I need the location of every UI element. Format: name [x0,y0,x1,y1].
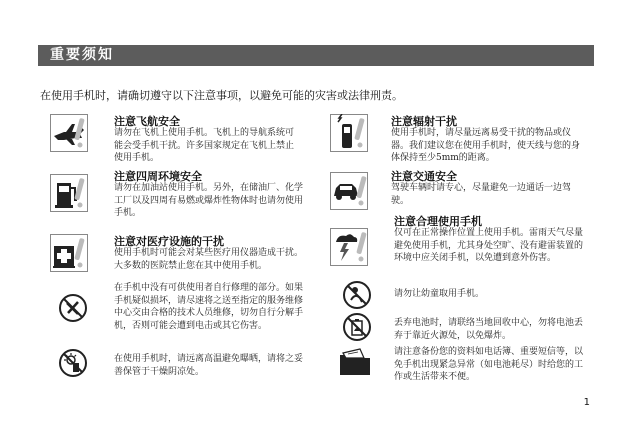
heading-environment-safety: 注意四周环境安全 [114,170,202,183]
text-battery-disposal: 丢弃电池时，请联络当地回收中心，勿将电池丢弃于靠近火源处，以免爆炸。 [394,318,584,341]
car-icon [330,172,368,210]
heading-flight-safety: 注意飞航安全 [114,115,180,128]
phone-radiation-icon [330,114,368,152]
section-title: 重要须知 [50,47,114,63]
text-medical-interference: 使用手机时可能会对某些医疗用仪器造成干扰。大多数的医院禁止您在其中使用手机。 [114,248,304,271]
text-no-children: 请勿让幼童取用手机。 [394,289,485,299]
no-tools-icon [58,293,88,323]
heading-radiation-interference: 注意辐射干扰 [391,115,457,128]
fuel-pump-icon [50,174,88,212]
heading-traffic-safety: 注意交通安全 [391,170,457,183]
heading-proper-use: 注意合理使用手机 [394,215,482,228]
folder-backup-icon [338,345,372,377]
no-child-icon [342,280,372,310]
text-environment-safety: 请勿在加油站使用手机。另外，在储油厂、化学工厂以及四周有易燃或爆炸性物体时也请勿使用手机。 [114,183,304,218]
no-battery-fire-icon [342,312,372,342]
text-proper-use: 仅可在正常操作位置上使用手机。雷雨天气尽量避免使用手机，尤其身处空旷、没有避雷装置的环境中应关闭手机，以免遭到意外伤害。 [394,228,584,263]
intro-text: 在使用手机时，请确切遵守以下注意事项，以避免可能的灾害或法律刑责。 [40,89,403,102]
text-flight-safety: 请勿在飞机上使用手机。飞机上的导航系统可能会受手机干扰。许多国家规定在飞机上禁止使用手机。 [114,128,295,163]
page-number: 1 [583,397,590,408]
hospital-icon [50,234,88,272]
text-traffic-safety: 驾驶车辆时请专心，尽量避免一边通话一边驾驶。 [391,183,572,206]
lightning-icon [330,228,368,266]
heading-medical-interference: 注意对医疗设施的干扰 [114,235,224,248]
no-heat-icon [58,348,88,378]
text-no-self-repair: 在手机中没有可供使用者自行修理的部分。如果手机疑似损坏，请尽速将之送至指定的服务维修中心交由合格的技术人员维修，切勿自行分解手机，否则可能会遭到电击或其它伤害。 [114,283,304,331]
airplane-icon [50,114,88,152]
section-title-bar [38,45,594,66]
text-avoid-heat: 在使用手机时，请远离高温避免曝晒，请将之妥善保管于干燥阴凉处。 [114,354,304,377]
text-data-backup: 请注意备份您的资料如电话簿、重要短信等，以免手机出现紧急异常（如电池耗尽）时给您的工作或生活带来不便。 [394,347,584,382]
text-radiation-interference: 使用手机时，请尽量远离易受干扰的物品或仪器。我们建议您在使用手机时，使天线与您的身体保持至少5mm的距离。 [391,128,581,163]
